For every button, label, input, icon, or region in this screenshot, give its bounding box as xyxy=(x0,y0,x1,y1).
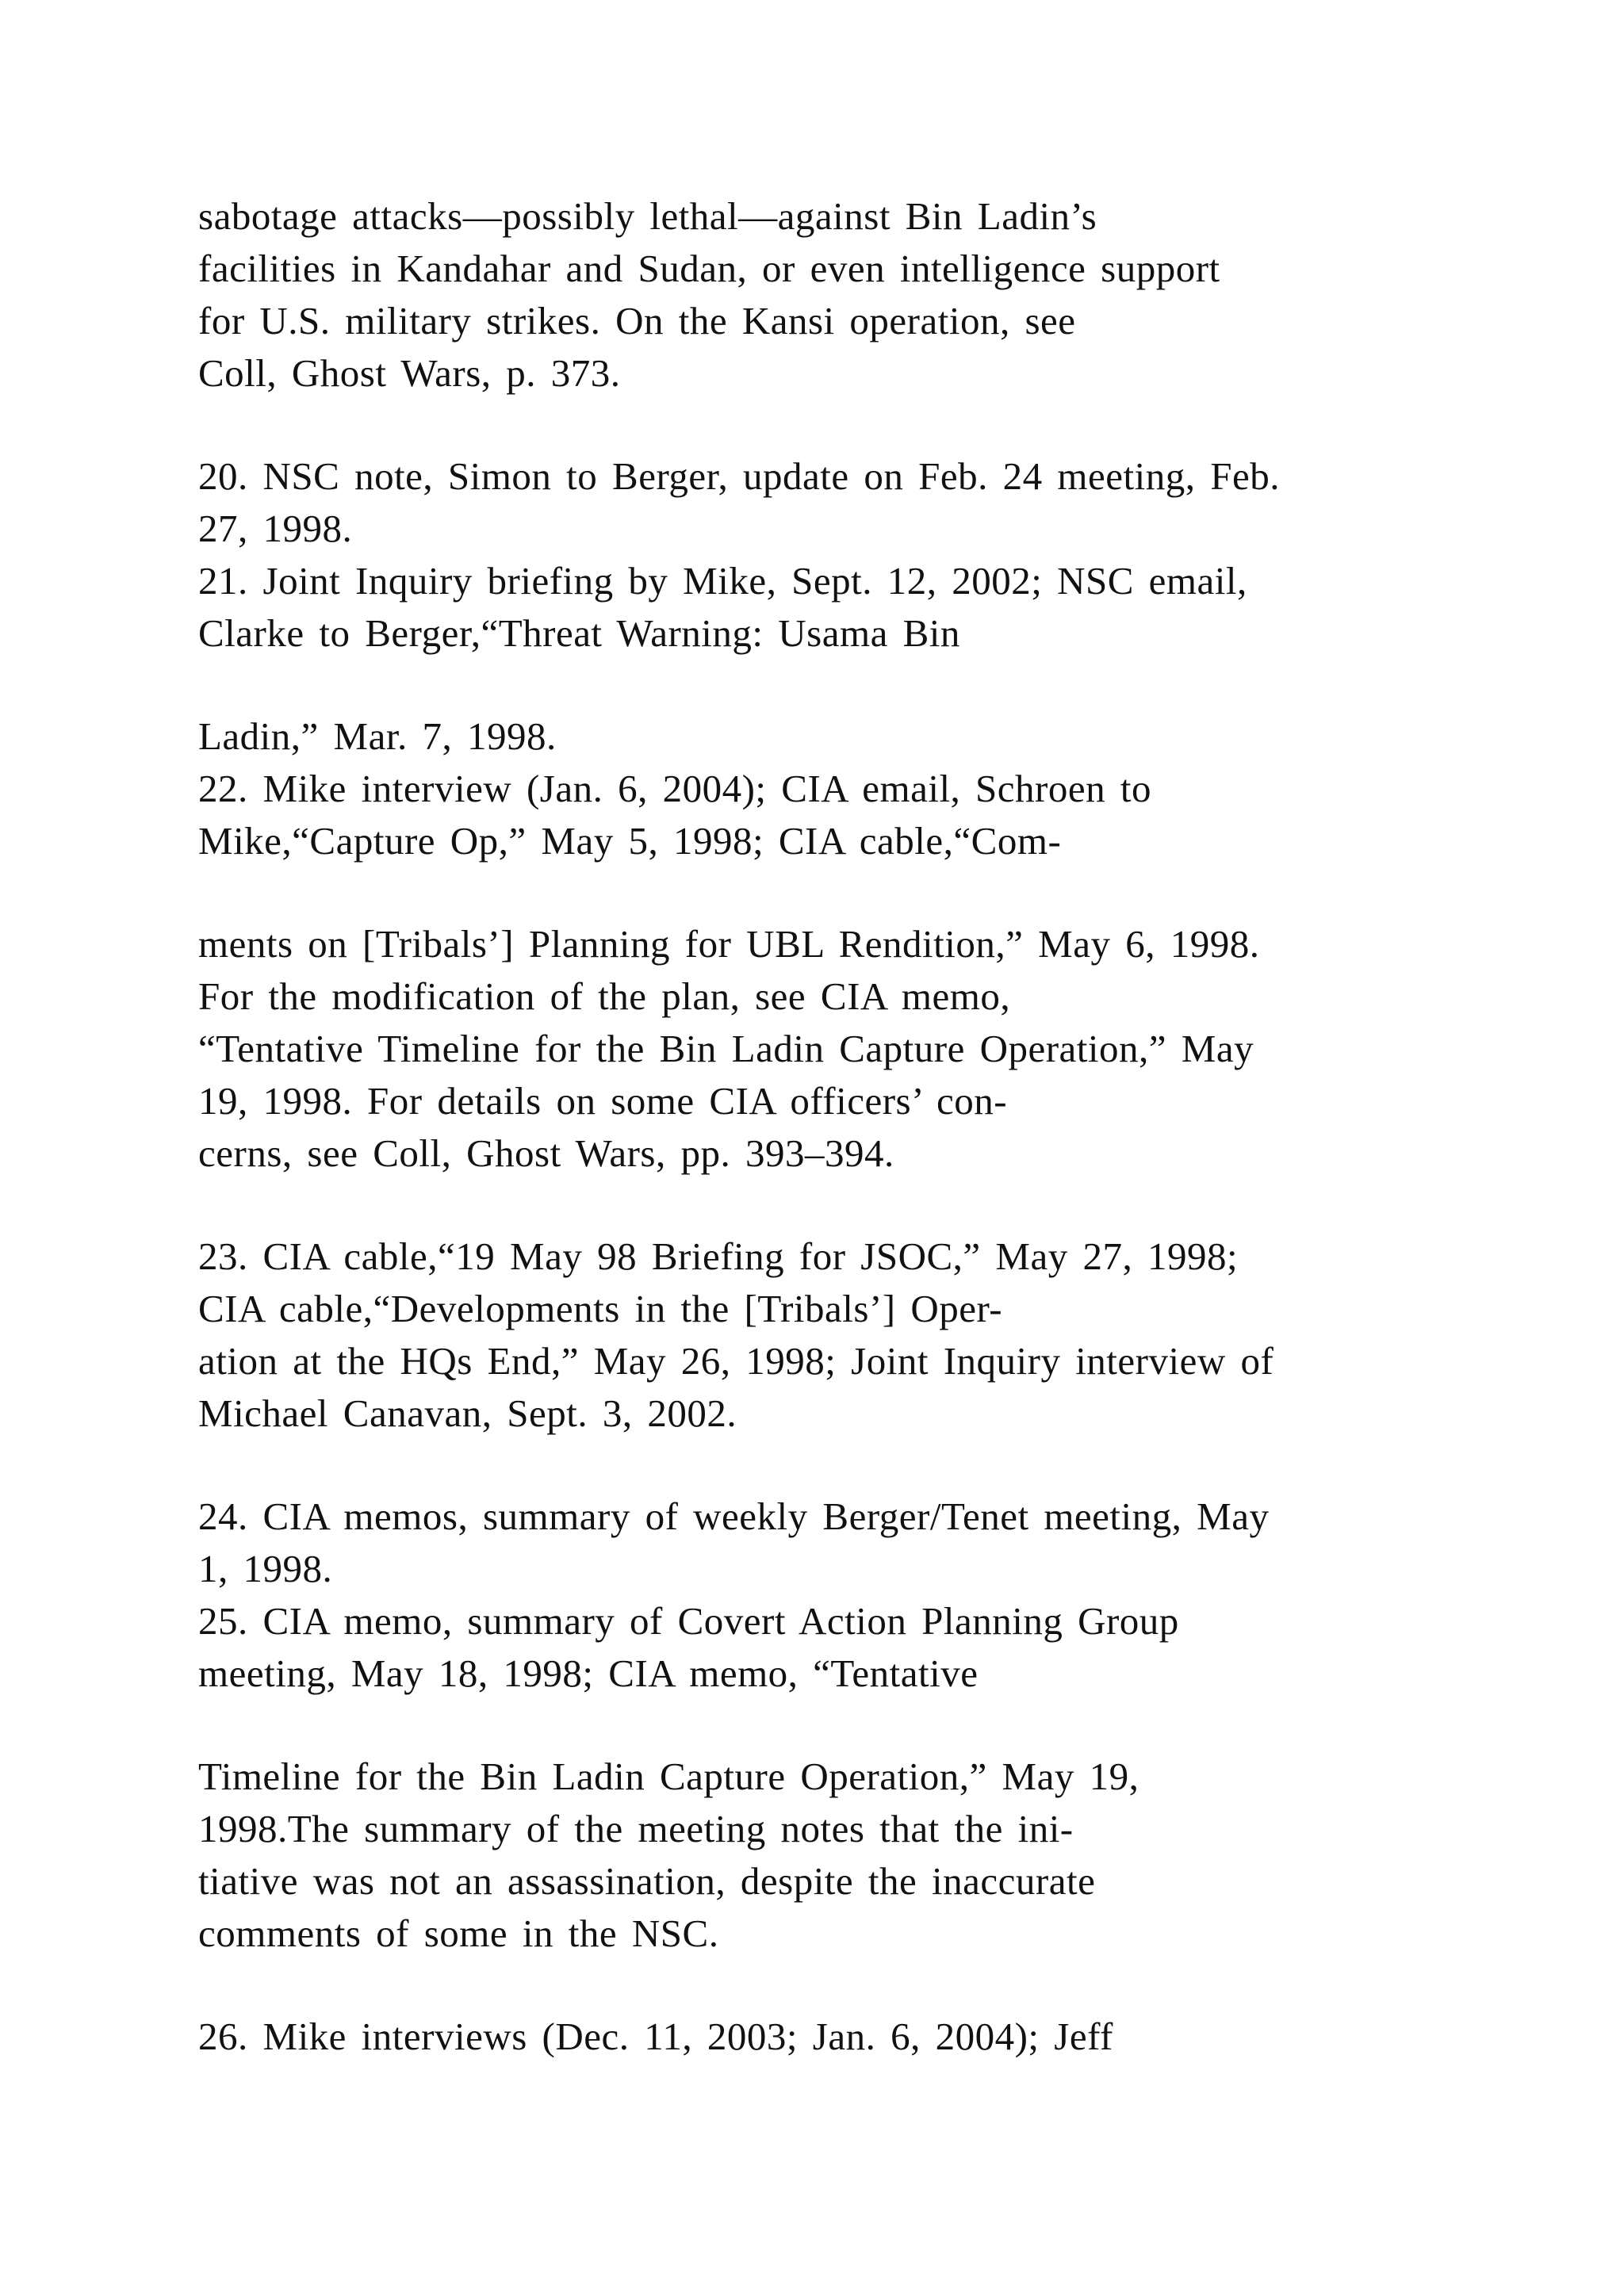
note-20: 20. NSC note, Simon to Berger, update on Feb. 24 meeting, Feb. xyxy=(198,454,1280,498)
note-23: 23. CIA cable,“19 May 98 Briefing for JSOC,” May 27, 1998; xyxy=(198,1234,1239,1278)
text-line: cerns, see Coll, Ghost Wars, pp. 393–394. xyxy=(198,1131,894,1175)
text-line: For the modification of the plan, see CIA memo, xyxy=(198,974,1011,1018)
text-line: tiative was not an assassination, despite the inaccurate xyxy=(198,1859,1096,1903)
text-line: 1, 1998. xyxy=(198,1547,333,1590)
paragraph-gap xyxy=(198,1960,1467,2011)
text-line: Timeline for the Bin Ladin Capture Operation,” May 19, xyxy=(198,1755,1139,1798)
text-line: ation at the HQs End,” May 26, 1998; Joint Inquiry interview of xyxy=(198,1339,1274,1383)
paragraph-gap xyxy=(198,660,1467,710)
text-line: Michael Canavan, Sept. 3, 2002. xyxy=(198,1391,737,1435)
paragraph-gap xyxy=(198,1180,1467,1230)
paragraph-gap xyxy=(198,867,1467,918)
text-line: ments on [Tribals’] Planning for UBL Rendition,” May 6, 1998. xyxy=(198,922,1260,966)
paragraph-gap xyxy=(198,1700,1467,1751)
text-line: Coll, Ghost Wars, p. 373. xyxy=(198,351,621,395)
text-line: 1998.The summary of the meeting notes that the ini- xyxy=(198,1807,1074,1850)
text-line: facilities in Kandahar and Sudan, or even intelligence support xyxy=(198,247,1220,290)
text-line: meeting, May 18, 1998; CIA memo, “Tentative xyxy=(198,1651,979,1695)
endnotes-text xyxy=(198,190,1467,2063)
paragraph-gap xyxy=(198,400,1467,450)
text-line: sabotage attacks—possibly lethal—against Bin Ladin’s xyxy=(198,194,1097,238)
paragraph-gap xyxy=(198,1440,1467,1490)
note-24: 24. CIA memos, summary of weekly Berger/Tenet meeting, May xyxy=(198,1494,1270,1538)
note-22: 22. Mike interview (Jan. 6, 2004); CIA email, Schroen to xyxy=(198,767,1151,810)
note-21: 21. Joint Inquiry briefing by Mike, Sept. 12, 2002; NSC email, xyxy=(198,559,1247,603)
text-line: CIA cable,“Developments in the [Tribals’] Oper- xyxy=(198,1287,1003,1330)
text-line: “Tentative Timeline for the Bin Ladin Capture Operation,” May xyxy=(198,1027,1254,1070)
text-line: Mike,“Capture Op,” May 5, 1998; CIA cable,“Com- xyxy=(198,819,1062,863)
note-26: 26. Mike interviews (Dec. 11, 2003; Jan. 6, 2004); Jeff xyxy=(198,2015,1113,2058)
text-line: comments of some in the NSC. xyxy=(198,1911,719,1955)
text-line: for U.S. military strikes. On the Kansi operation, see xyxy=(198,299,1076,342)
text-line: 27, 1998. xyxy=(198,507,353,550)
text-line: Ladin,” Mar. 7, 1998. xyxy=(198,714,557,758)
text-line: Clarke to Berger,“Threat Warning: Usama Bin xyxy=(198,611,960,655)
text-line: 19, 1998. For details on some CIA officers’ con- xyxy=(198,1079,1008,1123)
note-25: 25. CIA memo, summary of Covert Action Planning Group xyxy=(198,1599,1179,1643)
